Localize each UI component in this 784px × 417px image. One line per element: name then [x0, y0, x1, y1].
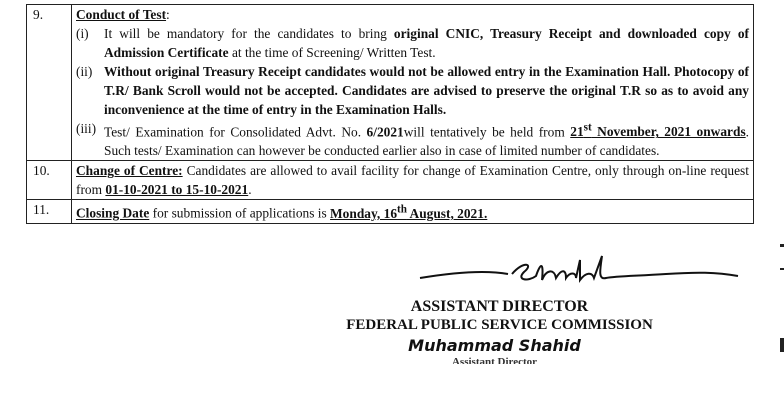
sub-item-mark: (ii)	[76, 64, 93, 79]
instructions-table	[26, 4, 754, 224]
signatory-subtitle-stamp: Assistant Director	[451, 356, 538, 364]
item-number: 10.	[27, 161, 72, 200]
scan-edge-mark	[780, 268, 784, 270]
sub-item: (iii) Test/ Examination for Consolidated Advt. No. 6/2021will tentatively be held from 21st November, 2021 onwards. Such tests/ Examination can however be conducted earlier also in case of limited number of candidates.	[76, 121, 750, 159]
sub-item: (i) It will be mandatory for the candidates to bring original CNIC, Treasury Receipt and downloaded copy of Admission Certificate at the time of Screening/ Written Test.	[76, 26, 749, 60]
item-heading: Change of Centre:	[76, 163, 183, 179]
signature-block	[0, 250, 784, 417]
table-row-9	[27, 5, 754, 161]
scan-edge-mark	[780, 338, 784, 352]
item-body: Change of Centre: Candidates are allowed to avail facility for change of Examination Centre, only through on-line request from 01-10-2021 to 15-10-2021.	[72, 161, 754, 200]
signatory-title: ASSISTANT DIRECTOR	[410, 298, 589, 315]
item-body: Conduct of Test: (i) It will be mandatory for the candidates to bring original CNIC, Treasury Receipt and downloaded copy of Admission Certificate at the time of Screening/ Written Test. (ii) Without original Treasury Receipt candidates would not be allowed entry in the Examination Hall. Photocopy of T.R/ Bank Scroll would not be accepted. Candidates are advised to preserve the original T.R so as to avoid any inconvenience at the time of entry in the Examination Halls. (iii) Test/ Examination for Consolidated Advt. No. 6/2021will tentatively be held from 21st November, 2021 onwards. Such tests/ Examination can however be conducted earlier also in case of limited number of candidates.	[72, 5, 754, 161]
sub-item-mark: (i)	[76, 26, 89, 41]
item-body: Closing Date for submission of applications is Monday, 16th August, 2021.	[72, 200, 754, 223]
item-number: 11.	[27, 200, 72, 223]
change-centre-dates: 01-10-2021 to 15-10-2021	[105, 182, 249, 198]
organization-name: FEDERAL PUBLIC SERVICE COMMISSION	[346, 317, 653, 333]
item-heading: Closing Date	[76, 205, 150, 221]
scan-edge-mark	[780, 244, 784, 247]
sub-item: (ii) Without original Treasury Receipt candidates would not be allowed entry in the Examination Hall. Photocopy of T.R/ Bank Scroll would not be accepted. Candidates are advised to preserve the original T.R so as to avoid any inconvenience at the time of entry in the Examination Halls.	[76, 64, 749, 117]
handwritten-signature	[416, 250, 746, 298]
exam-date: 21st November, 2021 onwards	[570, 122, 746, 140]
table-row-10	[27, 161, 754, 200]
closing-date: Monday, 16th August, 2021.	[330, 203, 488, 221]
signatory-name-stamp: Muhammad Shahid	[408, 336, 581, 355]
item-heading: Conduct of Test	[76, 7, 167, 22]
item-number: 9.	[27, 5, 72, 161]
sub-item-mark: (iii)	[76, 121, 97, 136]
table-row-11	[27, 200, 754, 223]
